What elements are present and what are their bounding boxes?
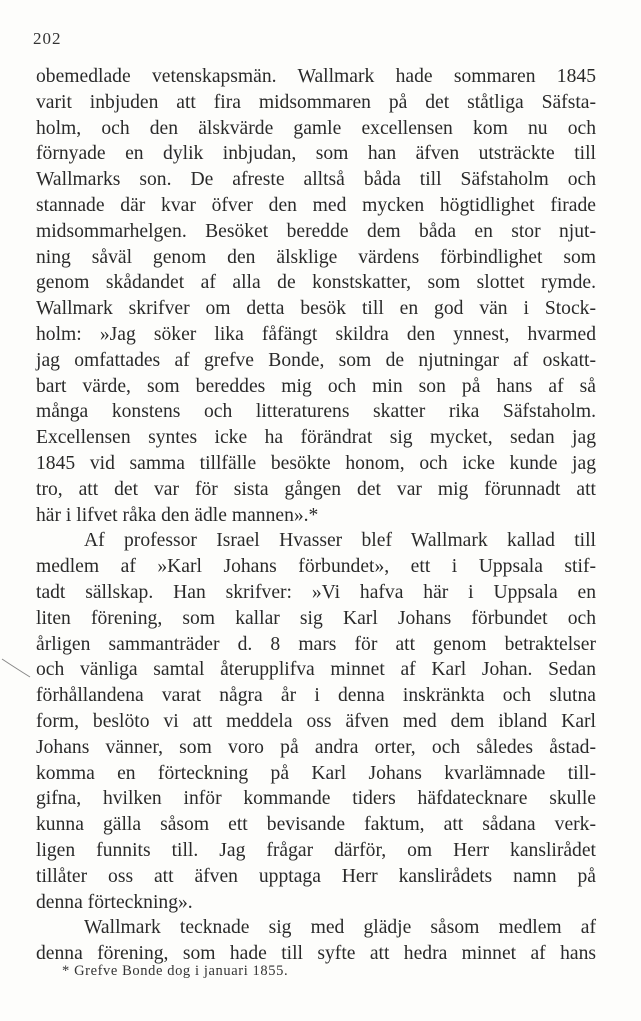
text-line: förhållandena varat några år i denna inskränkta och slutna [36,685,596,707]
text-line: tadt sällskap. Han skrifver: »Vi hafva här i Uppsala en [36,581,596,603]
text-line: tillåter oss att äfven upptaga Herr kanslirådets namn på [36,865,596,887]
text-line: form, beslöto vi att meddela oss äfven med dem ibland Karl [36,710,596,732]
text-line: bart värde, som bereddes mig och min son på hans af så [36,375,596,397]
text-line: Wallmark skrifver om detta besök till en god vän i Stock- [36,298,596,320]
text-line: liten förening, som kallar sig Karl Johans förbundet och [36,607,596,629]
text-line: 1845 vid samma tillfälle besökte honom, och icke kunde jag [36,452,596,474]
page-number: 202 [33,29,62,48]
text-line: förnyade en dylik inbjudan, som han äfven utsträckte till [36,143,596,165]
body-text [36,64,596,967]
text-line: obemedlade vetenskapsmän. Wallmark hade sommaren 1845 [36,66,596,87]
text-line: här i lifvet råka den ädle mannen».* [36,504,319,526]
text-line: genom skådandet af alla de konstskatter, som slottet rymde. [36,272,596,294]
text-line: medlem af »Karl Johans förbundet», ett i Uppsala stif- [36,556,596,578]
text-line: Johans vänner, som voro på andra orter, och således åstad- [36,736,596,758]
text-line: gifna, hvilken inför kommande tiders häfdatecknare skulle [36,788,596,810]
text-line: och vänliga samtal återupplifva minnet af Karl Johan. Sedan [36,659,596,681]
text-line: varit inbjuden att fira midsommaren på det ståtliga Säfsta- [36,91,596,113]
text-line: tro, att det var för sista gången det var mig förunnadt att [36,478,596,500]
text-line: holm, och den älskvärde gamle excellensen kom nu och [36,117,596,139]
text-line: årligen sammanträder d. 8 mars för att genom betraktelser [36,633,596,655]
text-line: Excellensen syntes icke ha förändrat sig mycket, sedan jag [36,427,596,449]
text-line: denna förteckning». [36,891,193,913]
text-line: Wallmark tecknade sig med glädje såsom medlem af [84,917,596,939]
text-line: Wallmarks son. De afreste alltså båda till Säfstaholm och [36,169,596,191]
text-line: jag omfattades af grefve Bonde, som de njutningar af oskatt- [36,349,596,371]
text-line: holm: »Jag söker lika fåfängt skildra den ynnest, hvarmed [36,323,596,345]
text-line: Af professor Israel Hvasser blef Wallmark kallad till [84,530,596,552]
footnote: * Grefve Bonde dog i januari 1855. [62,963,289,979]
text-line: komma en förteckning på Karl Johans kvarlämnade till- [36,762,596,784]
text-line: kunna gälla såsom ett bevisande faktum, att sådana verk- [36,814,596,836]
text-line: många konstens och litteraturens skatter rika Säfstaholm. [36,401,596,423]
text-line: ning såväl genom den älsklige värdens förbindlighet som [36,246,596,268]
text-line: denna förening, som hade till syfte att hedra minnet af hans [36,943,596,965]
text-line: stannade där kvar öfver den med mycken högtidlighet firade [36,194,596,216]
text-line: ligen funnits till. Jag frågar därför, om Herr kanslirådet [36,839,596,861]
text-line: midsommarhelgen. Besöket beredde dem båda en stor njut- [36,220,596,242]
margin-pencil-mark [0,657,36,681]
